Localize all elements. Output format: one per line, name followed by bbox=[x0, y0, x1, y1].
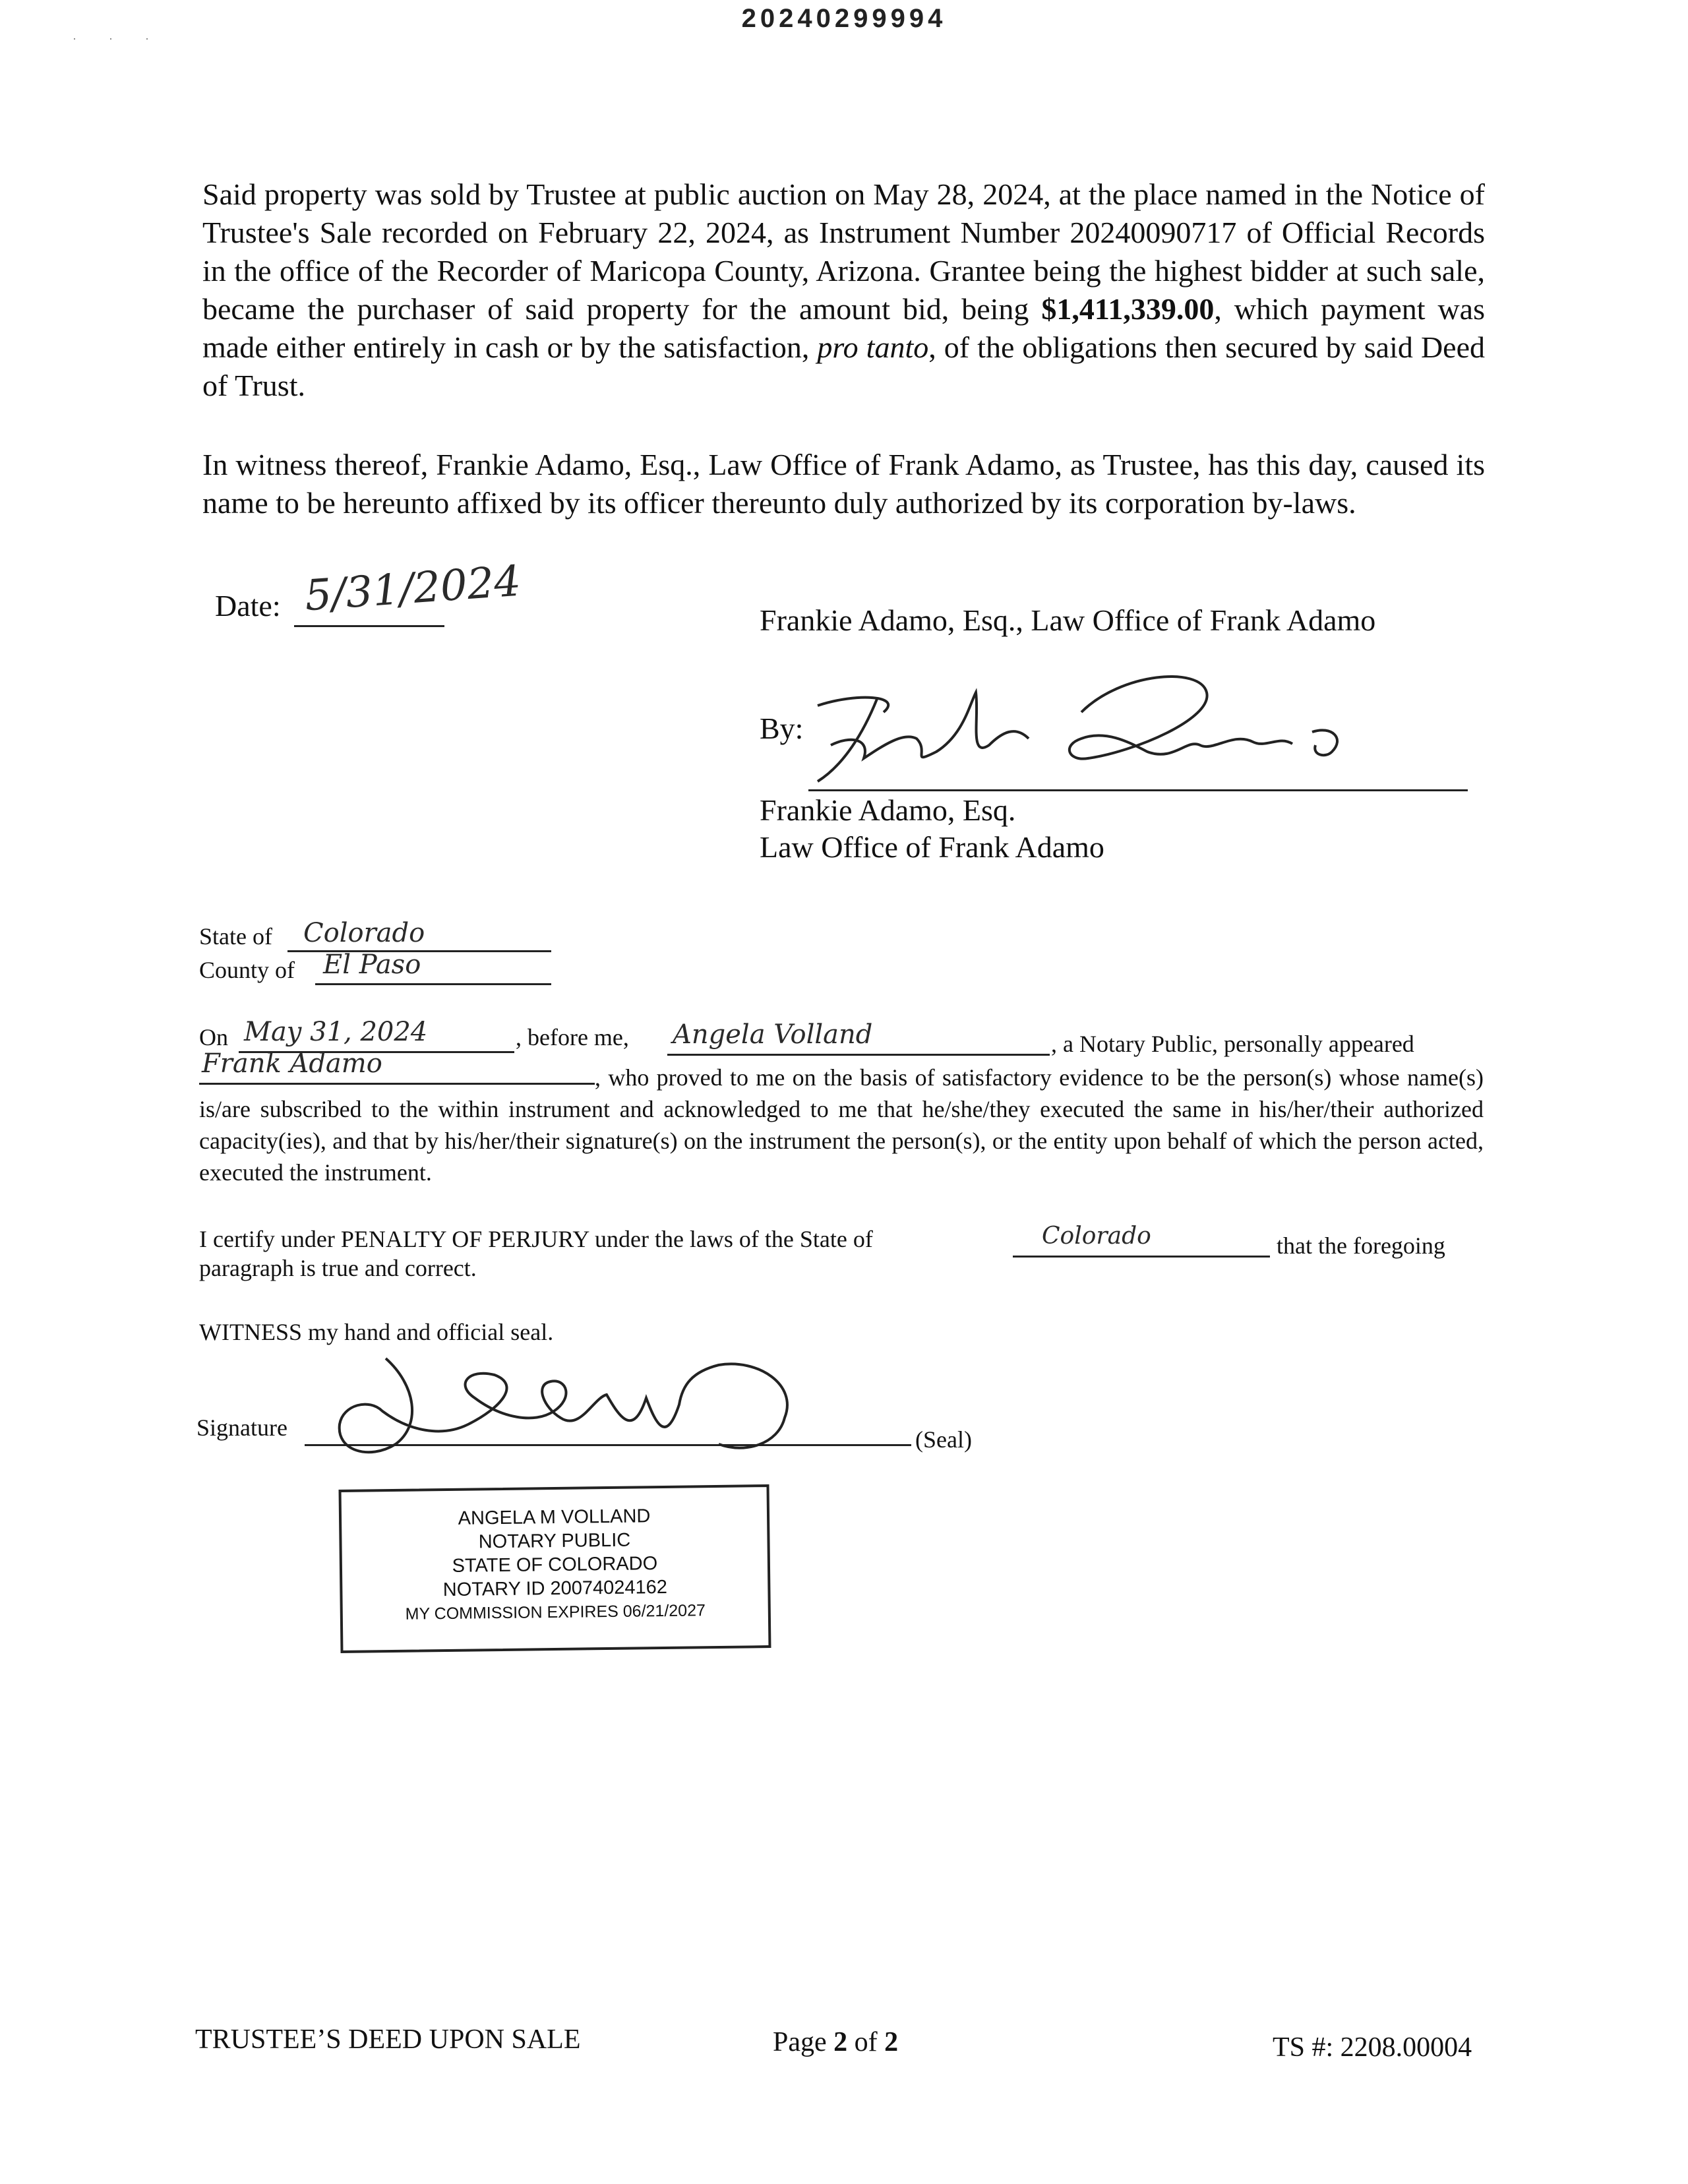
state-handwritten: Colorado bbox=[303, 918, 425, 948]
on-label: On bbox=[199, 1024, 228, 1050]
trustee-signature bbox=[804, 666, 1372, 795]
trustee-signature-graphic bbox=[804, 666, 1372, 791]
seal-label: (Seal) bbox=[915, 1426, 972, 1453]
on-date-handwritten: May 31, 2024 bbox=[244, 1017, 428, 1047]
pro-tanto: pro tanto bbox=[817, 330, 929, 364]
certify-state-underline bbox=[1013, 1256, 1270, 1258]
signature-label: Signature bbox=[196, 1414, 287, 1441]
before-me-text: , before me, bbox=[516, 1024, 629, 1050]
signer-office: Law Office of Frank Adamo bbox=[760, 830, 1104, 864]
certify-line2: paragraph is true and correct. bbox=[199, 1255, 477, 1281]
county-handwritten: El Paso bbox=[323, 950, 421, 980]
notary-signature bbox=[323, 1345, 890, 1467]
appeared-name-handwritten: Frank Adamo bbox=[202, 1048, 382, 1079]
amount-bid: $1,411,339.00 bbox=[1041, 292, 1215, 326]
footer-ts-number: TS #: 2208.00004 bbox=[1273, 2032, 1472, 2063]
stamp-line-name: ANGELA M VOLLAND bbox=[458, 1505, 651, 1529]
certify-text: I certify under PENALTY OF PERJURY under the laws of the State of bbox=[199, 1226, 873, 1252]
notary-public-text: , a Notary Public, personally appeared bbox=[1051, 1031, 1414, 1057]
sale-paragraph-cont: , which payment was made either entirely in cash or by the satisfaction, bbox=[202, 292, 1486, 364]
certify-state-handwritten: Colorado bbox=[1042, 1223, 1151, 1250]
stamp-line-state: STATE OF COLORADO bbox=[452, 1553, 658, 1577]
stamp-line-id: NOTARY ID 20074024162 bbox=[442, 1576, 668, 1601]
county-label: County of bbox=[199, 957, 295, 983]
witness-paragraph: In witness thereof, Frankie Adamo, Esq., Law Office of Frank Adamo, as Trustee, has this day, caused its name to be hereunto affixed by its officer thereunto duly authorized by its corporation by-laws. bbox=[202, 448, 1485, 520]
sale-paragraph-end: , of the obligations then secured by said Deed of Trust. bbox=[202, 330, 1485, 402]
footer-page-mid: of bbox=[847, 2027, 885, 2057]
recording-number: 20240299994 bbox=[741, 4, 947, 33]
sale-paragraph-text: Said property was sold by Trustee at public auction on May 28, 2024, at the place named in the Notice of Trustee's Sale recorded on February 22, 2024, as Instrument Number 20240090717 of Official Records in the office of the Recorder of Maricopa County, Arizona. Grantee being the highest bidder at such sale, became the purchaser of said property for the amount bid, being bbox=[202, 177, 1485, 326]
footer-page bbox=[773, 2026, 898, 2059]
witness-text: WITNESS my hand and official seal. bbox=[199, 1319, 554, 1345]
notary-signature-graphic bbox=[323, 1345, 890, 1464]
county-underline bbox=[315, 983, 551, 985]
stamp-line-title: NOTARY PUBLIC bbox=[478, 1529, 631, 1553]
certify-end-text: that the foregoing bbox=[1277, 1232, 1445, 1259]
signer-name: Frankie Adamo, Esq. bbox=[760, 793, 1016, 827]
acknowledgment-paragraph: , who proved to me on the basis of satisfactory evidence to be the person(s) whose name(s) is/are subscribed to the within instrument and acknowledged to me that he/she/they executed the same in his/her/their authorized capacity(ies), and that by his/her/their signature(s) on the instrument the person(s), or the entity upon behalf of which the person acted, executed the instrument. bbox=[199, 1064, 1484, 1186]
date-underline bbox=[294, 625, 444, 627]
footer-page-total: 2 bbox=[884, 2027, 899, 2057]
notary-name-underline bbox=[667, 1054, 1050, 1056]
notary-stamp bbox=[339, 1484, 771, 1653]
scan-specks: · · · bbox=[73, 32, 164, 45]
notary-name-handwritten: Angela Volland bbox=[673, 1019, 873, 1050]
date-handwritten: 5/31/2024 bbox=[303, 557, 523, 621]
footer-page-prefix: Page bbox=[773, 2027, 834, 2057]
date-label: Date: bbox=[215, 589, 281, 622]
by-label: By: bbox=[760, 712, 804, 745]
sale-paragraph bbox=[202, 175, 1485, 405]
stamp-line-expiry: MY COMMISSION EXPIRES 06/21/2027 bbox=[405, 1601, 706, 1623]
footer-doc-title: TRUSTEE’S DEED UPON SALE bbox=[195, 2024, 581, 2055]
trustee-name: Frankie Adamo, Esq., Law Office of Frank Adamo bbox=[760, 603, 1376, 637]
state-label: State of bbox=[199, 923, 272, 950]
footer-page-number: 2 bbox=[833, 2027, 848, 2057]
